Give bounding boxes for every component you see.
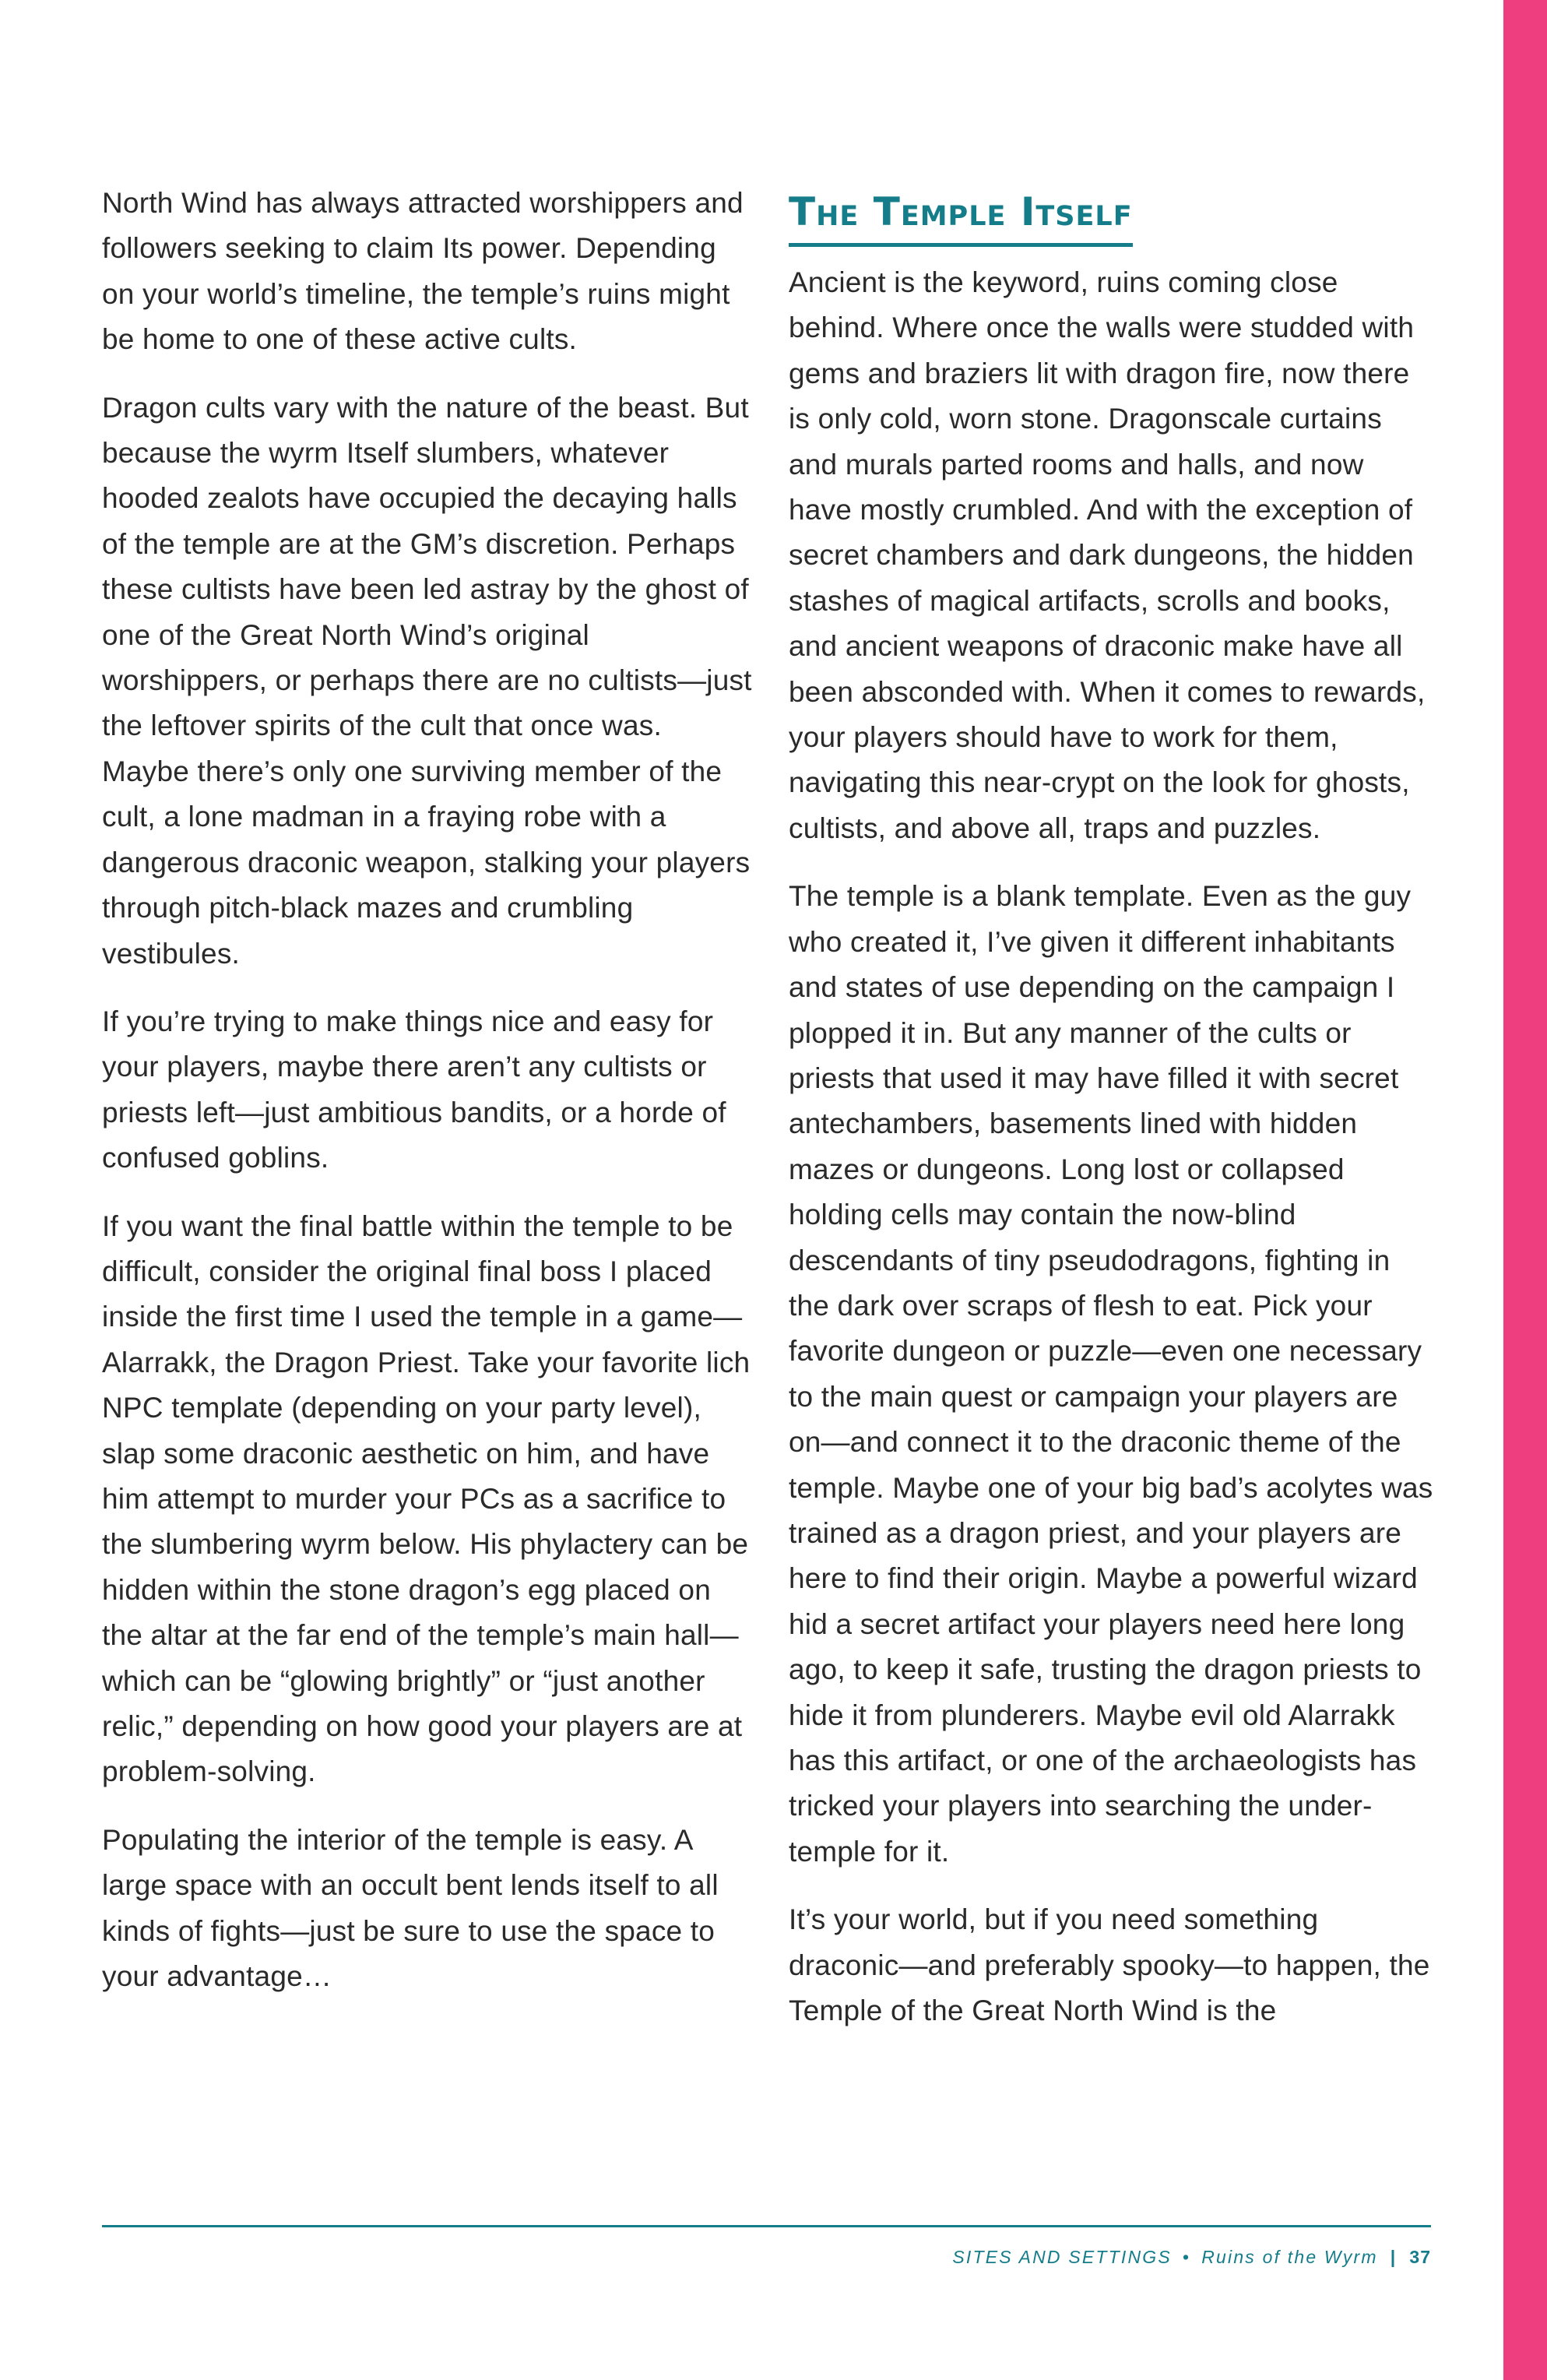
page-edge-color-bar (1503, 0, 1547, 2380)
left-column (102, 181, 756, 2022)
body-paragraph: The temple is a blank template. Even as the guy who created it, I’ve given it different inhabitants and states of use depending on the campaign I plopped it in. But any manner of the cults or priests that used it may have filled it with secret antechambers, basements lined with hidden mazes or dungeons. Long lost or collapsed holding cells may contain the now-blind descendants of tiny pseudodragons, fighting in the dark over scraps of flesh to eat. Pick your favorite dungeon or puzzle—even one necessary to the main quest or campaign your players are on—and connect it to the draconic theme of the temple. Maybe one of your big bad’s acolytes was trained as a dragon priest, and your players are here to find their origin. Maybe a powerful wizard hid a secret artifact your players need here long ago, to keep it safe, trusting the dragon priests to hide it from plunderers. Maybe evil old Alarrakk has this artifact, or one of the archaeologists has tricked your players into searching the under-temple for it. (789, 880, 1433, 1868)
section-heading: The Temple Itself (789, 187, 1133, 247)
body-paragraph: Populating the interior of the temple is easy. A large space with an occult bent lends itself to all kinds of fights—just be sure to use the space to your advantage… (102, 1823, 719, 1993)
running-footer (952, 2245, 1431, 2269)
body-paragraph: If you’re trying to make things nice and easy for your players, maybe there aren’t any cultists or priests left—just ambitious bandits, or a horde of confused goblins. (102, 1005, 726, 1174)
footer-bullet: • (1182, 2247, 1191, 2267)
body-paragraph: If you want the final battle within the temple to be difficult, consider the original final boss I placed inside the first time I used the temple in a game—Alarrakk, the Dragon Priest. Take your favorite lich NPC template (depending on your party level), slap some draconic aesthetic on him, and have him attempt to murder your PCs as a sacrifice to the slumbering wyrm below. His phylactery can be hidden within the stone dragon’s egg placed on the altar at the far end of the temple’s main hall—which can be “glowing brightly” or “just another relic,” depending on how good your players are at problem-solving. (102, 1209, 751, 1788)
footer-section: SITES AND SETTINGS (952, 2247, 1172, 2267)
footer-rule (102, 2225, 1431, 2227)
footer-divider: | (1390, 2247, 1398, 2267)
body-paragraph: It’s your world, but if you need something draconic—and preferably spooky—to happen, the Temple of the Great North Wind is the (789, 1903, 1430, 2027)
body-paragraph: North Wind has always attracted worshippers and followers seeking to claim Its power. Depending on your world’s timeline, the temple’s ruins might be home to one of these active cults. (102, 187, 744, 356)
right-column (789, 181, 1435, 2056)
body-paragraph: Ancient is the keyword, ruins coming close behind. Where once the walls were studded with gems and braziers lit with dragon fire, now there is only cold, worn stone. Dragonscale curtains and murals parted rooms and halls, and now have mostly crumbled. And with the exception of secret chambers and dark dungeons, the hidden stashes of magical artifacts, scrolls and books, and ancient weapons of draconic make have all been absconded with. When it comes to rewards, your players should have to work for them, navigating this near-crypt on the look for ghosts, cultists, and above all, traps and puzzles. (789, 266, 1426, 844)
section-heading-wrapper (789, 181, 1435, 260)
body-paragraph: Dragon cults vary with the nature of the beast. But because the wyrm Itself slumbers, whatever hooded zealots have occupied the decaying halls of the temple are at the GM’s discretion. Perhaps these cultists have been led astray by the ghost of one of the Great North Wind’s original worshippers, or perhaps there are no cultists—just the leftover spirits of the cult that once was. Maybe there’s only one surviving member of the cult, a lone madman in a fraying robe with a dangerous draconic weapon, stalking your players through pitch-black mazes and crumbling vestibules. (102, 391, 752, 970)
footer-chapter: Ruins of the Wyrm (1201, 2247, 1378, 2267)
page-number: 37 (1409, 2247, 1431, 2267)
